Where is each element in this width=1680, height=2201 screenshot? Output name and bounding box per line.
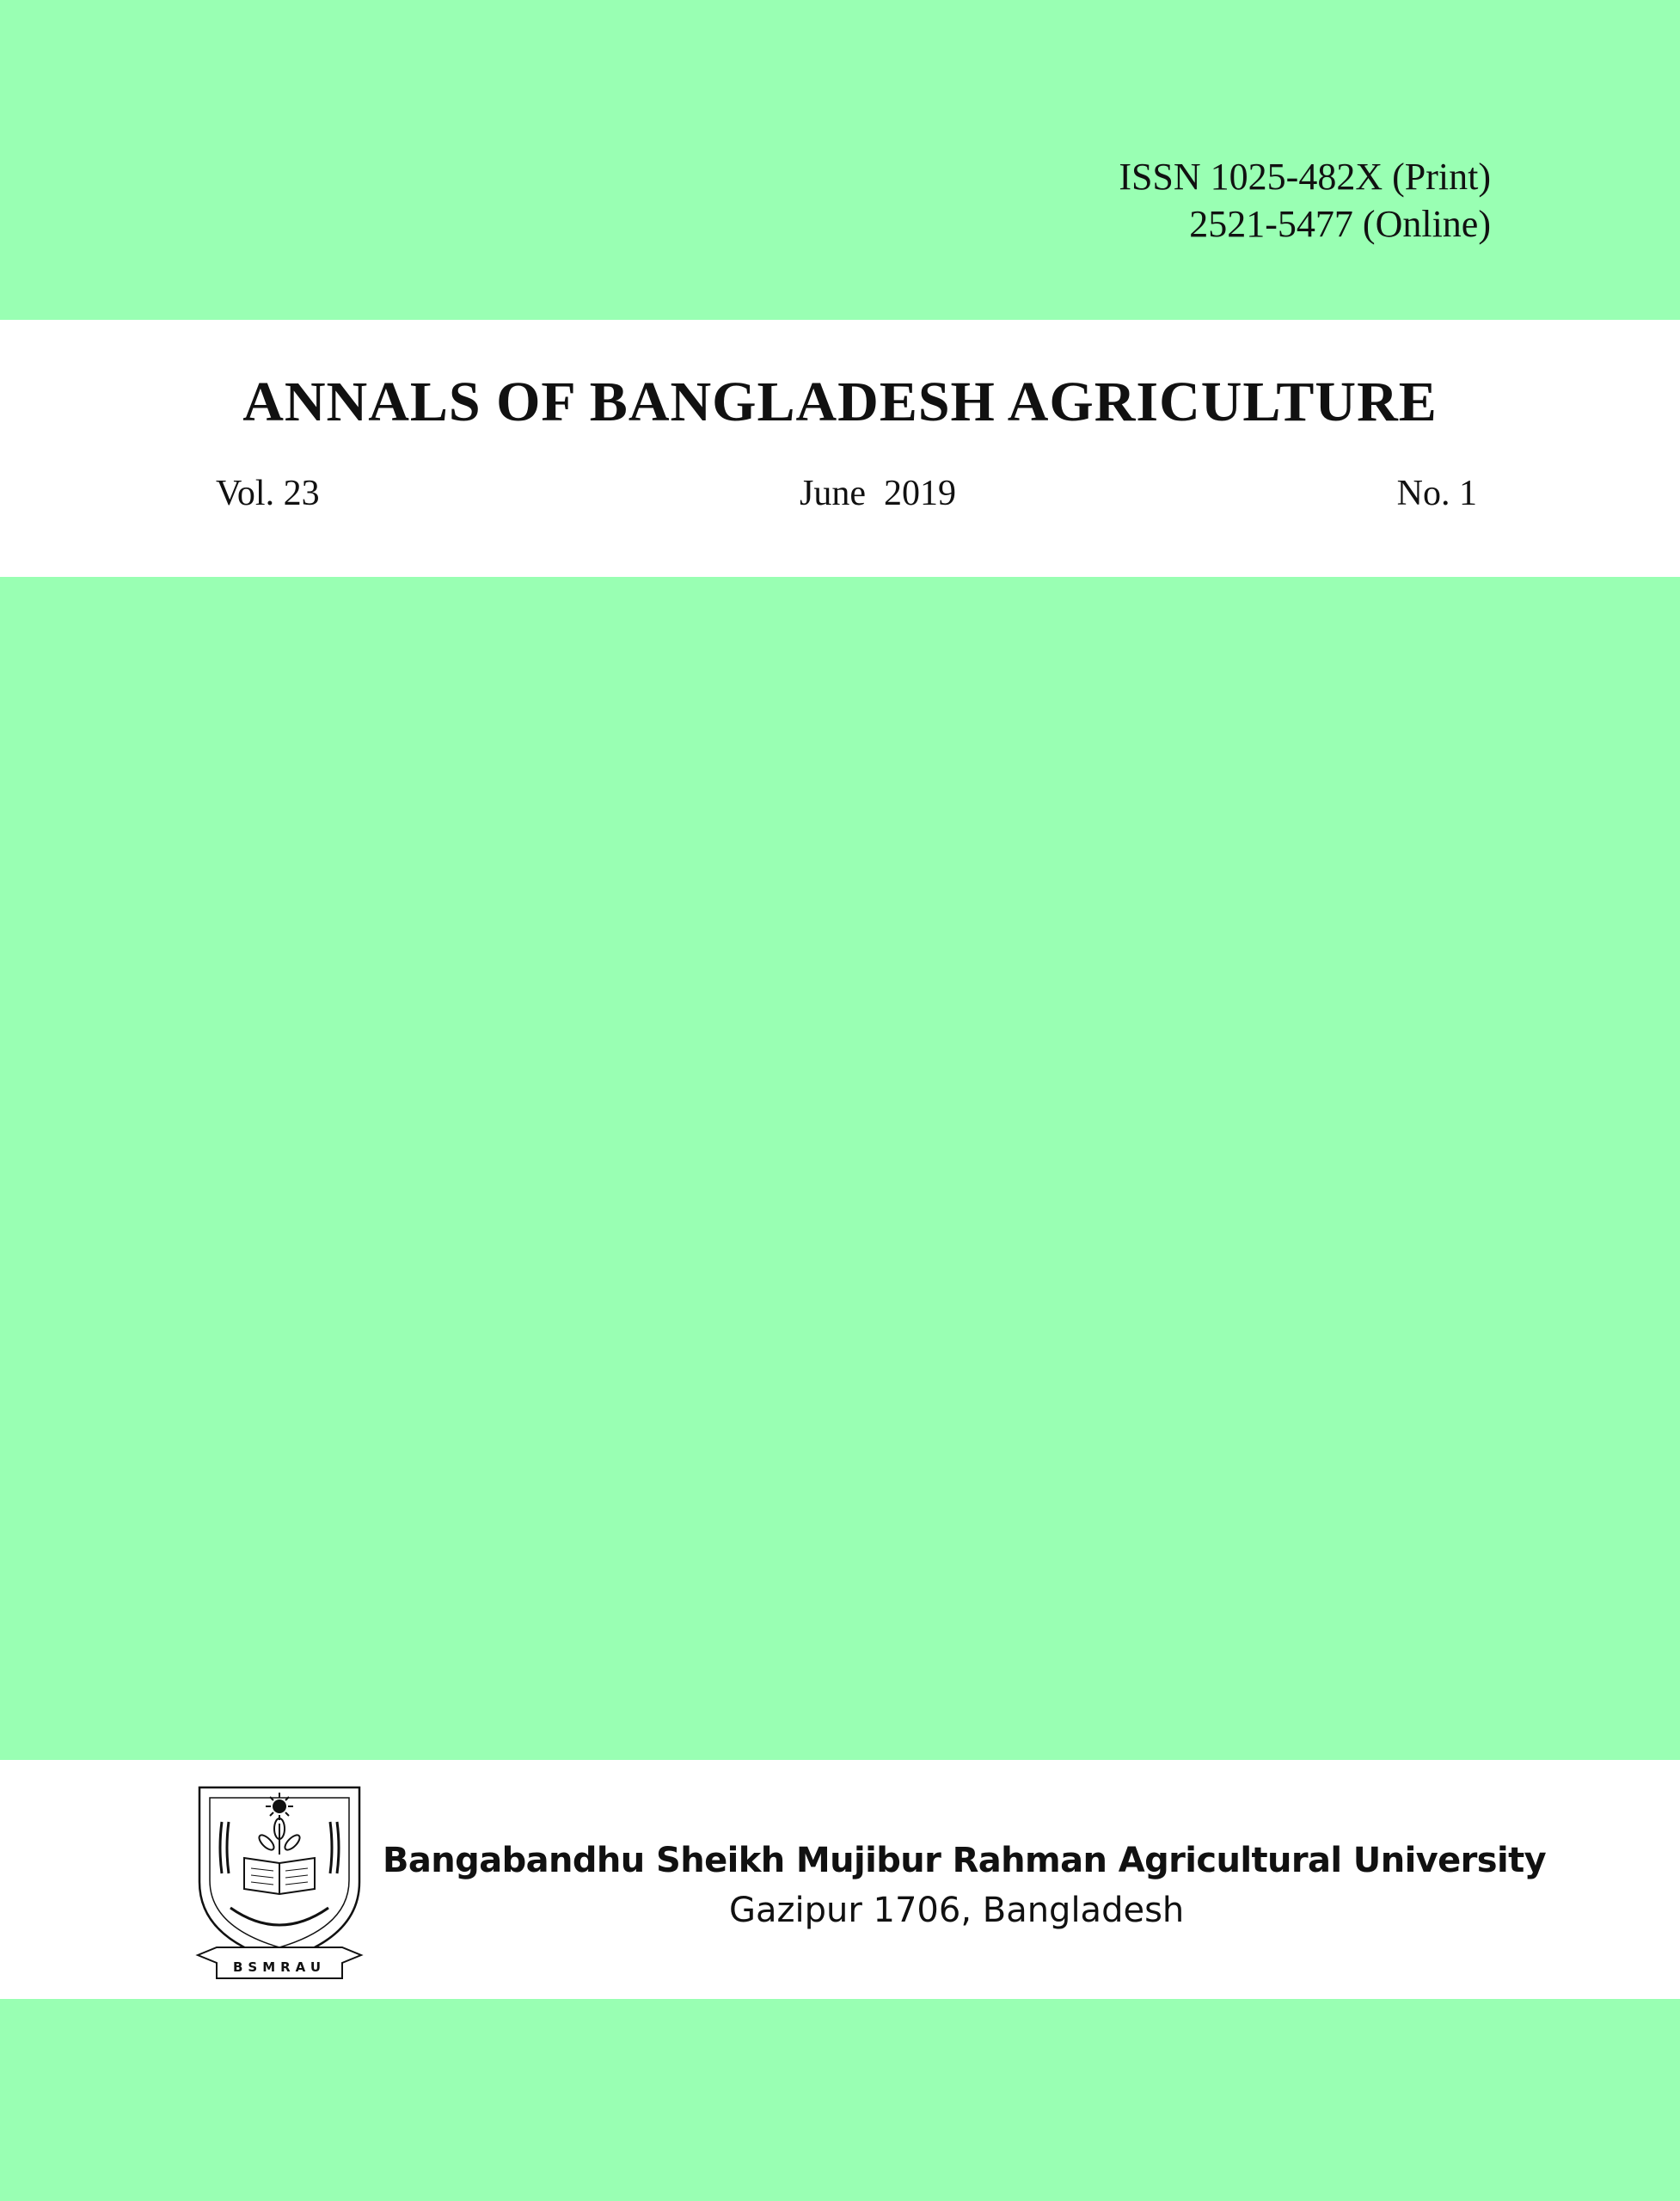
logo-banner-text: BSMRAU — [232, 1959, 327, 1975]
volume-label: Vol. 23 — [216, 474, 320, 513]
issn-block — [1119, 153, 1491, 248]
issn-print: ISSN 1025-482X (Print) — [1119, 156, 1491, 198]
university-address: Gazipur 1706, Bangladesh — [729, 1891, 1185, 1930]
title-band — [0, 320, 1680, 577]
journal-title: ANNALS OF BANGLADESH AGRICULTURE — [242, 371, 1438, 433]
issn-online: 2521-5477 (Online) — [1189, 203, 1491, 245]
university-crest-icon — [191, 1779, 368, 1982]
university-name: Bangabandhu Sheikh Mujibur Rahman Agricultural University — [383, 1841, 1547, 1880]
issue-date: June 2019 — [800, 474, 956, 513]
publisher-band — [0, 1760, 1680, 1999]
issue-number: No. 1 — [1396, 474, 1477, 513]
